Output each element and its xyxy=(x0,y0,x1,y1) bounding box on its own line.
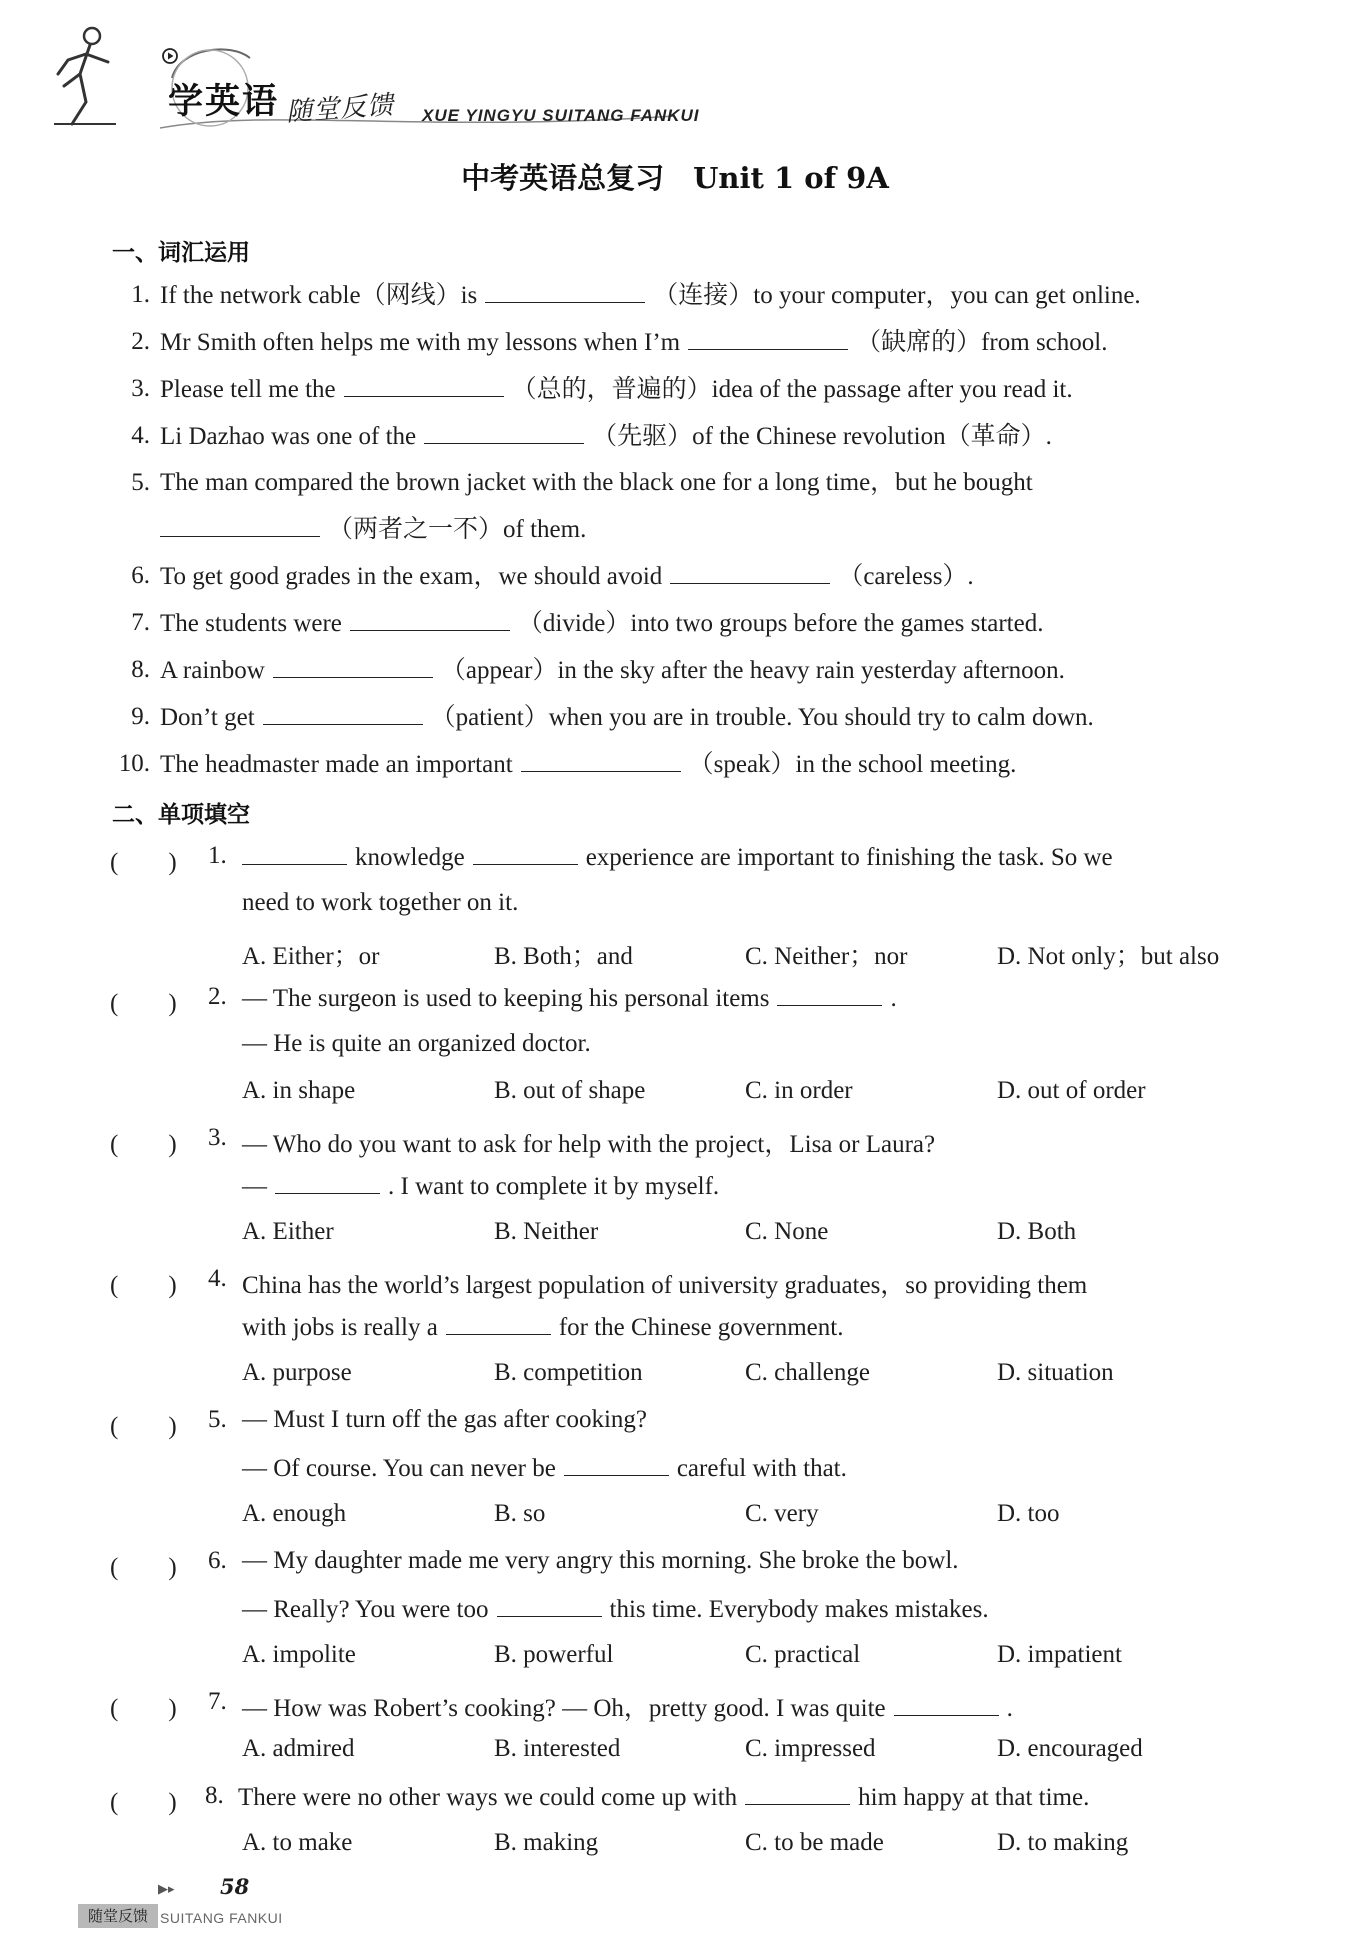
option-b[interactable]: B. interested xyxy=(494,1735,621,1762)
item-text: （patient）when you are in trouble. You should try to calm down. xyxy=(430,704,1094,731)
item-text: Don’t get xyxy=(160,704,255,731)
question-text: — xyxy=(242,1173,267,1200)
option-a[interactable]: A. in shape xyxy=(242,1077,356,1104)
item-text: The headmaster made an important xyxy=(160,751,513,778)
brand-pinyin: XUE YINGYU SUITANG FANKUI xyxy=(422,106,700,125)
item-number: 5. xyxy=(131,469,150,496)
option-a[interactable]: A. purpose xyxy=(242,1359,352,1386)
item-number: 7. xyxy=(131,609,150,636)
question-number: 3. xyxy=(208,1124,227,1151)
item-text: （appear）in the sky after the heavy rain yesterday afternoon. xyxy=(440,657,1065,684)
option-b[interactable]: B. Both；and xyxy=(494,943,633,970)
answer-blank[interactable] xyxy=(564,1453,669,1476)
question-number: 8. xyxy=(205,1782,224,1809)
question-text: him happy at that time. xyxy=(858,1784,1090,1811)
option-a[interactable]: A. impolite xyxy=(242,1641,356,1668)
question-text: — Who do you want to ask for help with the project，Lisa or Laura? xyxy=(242,1131,936,1158)
option-a[interactable]: A. enough xyxy=(242,1500,347,1527)
question-text: — How was Robert’s cooking? — Oh，pretty good. I was quite xyxy=(242,1695,886,1722)
item-text: （careless）. xyxy=(838,563,974,590)
option-b[interactable]: B. powerful xyxy=(494,1641,614,1668)
item-number: 1. xyxy=(131,281,150,308)
option-b[interactable]: B. making xyxy=(494,1829,599,1856)
question-text: knowledge xyxy=(355,844,465,871)
item-text: Li Dazhao was one of the xyxy=(160,423,417,450)
answer-blank[interactable] xyxy=(160,514,320,537)
item-text: （缺席的）from school. xyxy=(856,329,1108,356)
option-d[interactable]: D. too xyxy=(997,1500,1060,1527)
option-d[interactable]: D. Not only；but also xyxy=(997,943,1220,970)
page-title: 中考英语总复习 Unit 1 of 9A xyxy=(461,161,889,195)
item-text: To get good grades in the exam，we should avoid xyxy=(160,563,663,590)
question-text: There were no other ways we could come up with xyxy=(238,1784,738,1811)
question-text: . I want to complete it by myself. xyxy=(388,1173,720,1200)
item-text: （两者之一不）of them. xyxy=(328,516,587,543)
footer-pinyin: SUITANG FANKUI xyxy=(160,1910,283,1926)
question-number: 2. xyxy=(208,983,227,1010)
question-number: 5. xyxy=(208,1406,227,1433)
section-heading-multiple-choice: 二、单项填空 xyxy=(112,802,250,828)
question-number: 1. xyxy=(208,842,227,869)
answer-bracket[interactable]: ( ) xyxy=(110,1131,177,1158)
answer-blank[interactable] xyxy=(497,1594,602,1617)
item-text: （divide）into two groups before the games started. xyxy=(517,610,1044,637)
option-a[interactable]: A. Either；or xyxy=(242,943,380,970)
option-c[interactable]: C. to be made xyxy=(745,1829,884,1856)
option-d[interactable]: D. situation xyxy=(997,1359,1114,1386)
option-d[interactable]: D. Both xyxy=(997,1218,1077,1245)
option-d[interactable]: D. encouraged xyxy=(997,1735,1143,1762)
section-heading-vocabulary: 一、词汇运用 xyxy=(112,240,250,266)
option-a[interactable]: A. Either xyxy=(242,1218,334,1245)
option-d[interactable]: D. to making xyxy=(997,1829,1129,1856)
option-b[interactable]: B. Neither xyxy=(494,1218,599,1245)
item-number: 8. xyxy=(131,656,150,683)
answer-bracket[interactable]: ( ) xyxy=(110,1413,177,1440)
question-text: . xyxy=(1006,1695,1013,1722)
footer-label: 随堂反馈 xyxy=(78,1904,158,1928)
option-d[interactable]: D. impatient xyxy=(997,1641,1122,1668)
answer-blank[interactable] xyxy=(777,983,882,1006)
question-number: 7. xyxy=(208,1688,227,1715)
item-number: 3. xyxy=(131,375,150,402)
runner-figure-icon xyxy=(50,24,120,129)
answer-blank[interactable] xyxy=(275,1171,380,1194)
question-number: 4. xyxy=(208,1265,227,1292)
item-text: （speak）in the school meeting. xyxy=(688,751,1017,778)
item-text: Mr Smith often helps me with my lessons when I’m xyxy=(160,329,681,356)
option-c[interactable]: C. Neither；nor xyxy=(745,943,908,970)
answer-blank[interactable] xyxy=(242,842,347,865)
option-b[interactable]: B. competition xyxy=(494,1359,643,1386)
question-text: . xyxy=(890,985,897,1012)
answer-bracket[interactable]: ( ) xyxy=(110,1554,177,1581)
answer-blank[interactable] xyxy=(894,1693,999,1716)
header-banner xyxy=(50,18,700,128)
question-text: China has the world’s largest population of university graduates，so providing them xyxy=(242,1272,1088,1299)
answer-blank[interactable] xyxy=(350,608,510,631)
question-number: 6. xyxy=(208,1547,227,1574)
answer-bracket[interactable]: ( ) xyxy=(110,849,177,876)
item-number: 2. xyxy=(131,328,150,355)
answer-bracket[interactable]: ( ) xyxy=(110,990,177,1017)
answer-blank[interactable] xyxy=(424,421,584,444)
question-text: — Must I turn off the gas after cooking? xyxy=(242,1406,647,1433)
answer-blank[interactable] xyxy=(688,327,848,350)
item-text: Please tell me the xyxy=(160,376,336,403)
item-number: 6. xyxy=(131,562,150,589)
question-text: need to work together on it. xyxy=(242,889,519,916)
item-text: The man compared the brown jacket with the black one for a long time，but he bought xyxy=(160,469,1033,496)
option-c[interactable]: C. None xyxy=(745,1218,829,1245)
option-b[interactable]: B. out of shape xyxy=(494,1077,646,1104)
brand-title: 学英语 xyxy=(168,82,280,122)
answer-blank[interactable] xyxy=(273,655,433,678)
option-c[interactable]: C. impressed xyxy=(745,1735,876,1762)
answer-blank[interactable] xyxy=(485,280,645,303)
answer-blank[interactable] xyxy=(263,702,423,725)
question-text: — Of course. You can never be xyxy=(242,1455,556,1482)
page-number: 58 xyxy=(220,1874,250,1899)
answer-blank[interactable] xyxy=(521,749,681,772)
footer-arrows-icon: ▶▸ xyxy=(158,1882,175,1897)
item-number: 9. xyxy=(131,703,150,730)
option-c[interactable]: C. very xyxy=(745,1500,819,1527)
question-text: — The surgeon is used to keeping his personal items xyxy=(242,985,770,1012)
option-a[interactable]: A. admired xyxy=(242,1735,355,1762)
item-text: If the network cable（网线）is xyxy=(160,282,478,309)
question-text: for the Chinese government. xyxy=(558,1314,844,1341)
option-c[interactable]: C. challenge xyxy=(745,1359,870,1386)
item-number: 10. xyxy=(118,750,150,777)
item-text: The students were xyxy=(160,610,342,637)
play-icon xyxy=(162,48,178,64)
answer-blank[interactable] xyxy=(446,1312,551,1335)
item-number: 4. xyxy=(131,422,150,449)
answer-blank[interactable] xyxy=(745,1782,850,1805)
answer-blank[interactable] xyxy=(344,374,504,397)
answer-bracket[interactable]: ( ) xyxy=(110,1695,177,1722)
question-text: this time. Everybody makes mistakes. xyxy=(609,1596,989,1623)
answer-blank[interactable] xyxy=(473,842,578,865)
answer-bracket[interactable]: ( ) xyxy=(110,1789,177,1816)
question-text: with jobs is really a xyxy=(242,1314,438,1341)
question-text: careful with that. xyxy=(676,1455,847,1482)
option-c[interactable]: C. practical xyxy=(745,1641,861,1668)
option-d[interactable]: D. out of order xyxy=(997,1077,1146,1104)
question-text: — My daughter made me very angry this morning. She broke the bowl. xyxy=(242,1547,959,1574)
item-text: A rainbow xyxy=(160,657,265,684)
answer-bracket[interactable]: ( ) xyxy=(110,1272,177,1299)
option-c[interactable]: C. in order xyxy=(745,1077,853,1104)
brand-subtitle: 随堂反馈 xyxy=(285,90,396,128)
option-b[interactable]: B. so xyxy=(494,1500,546,1527)
question-text: — Really? You were too xyxy=(242,1596,489,1623)
item-text: （先驱）of the Chinese revolution（革命）. xyxy=(592,423,1052,450)
question-text: — He is quite an organized doctor. xyxy=(242,1030,591,1057)
item-text: （总的，普遍的）idea of the passage after you read it. xyxy=(511,376,1073,403)
question-text: experience are important to finishing the task. So we xyxy=(585,844,1113,871)
option-a[interactable]: A. to make xyxy=(242,1829,353,1856)
answer-blank[interactable] xyxy=(670,561,830,584)
item-text: （连接）to your computer，you can get online. xyxy=(653,282,1141,309)
